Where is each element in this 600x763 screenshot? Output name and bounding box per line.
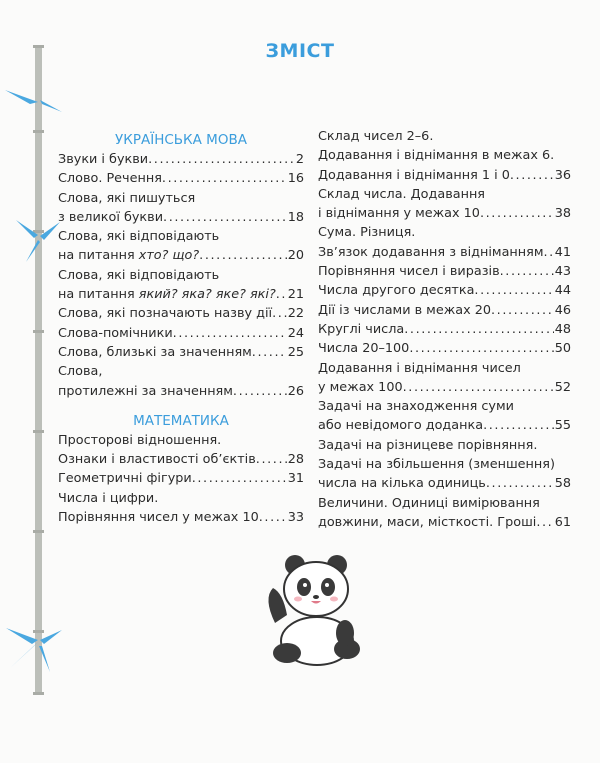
toc-entry[interactable]: [58, 324, 304, 343]
dot-leader: [510, 166, 554, 185]
toc-entry-line: Слова, які відповідають: [58, 267, 220, 283]
dot-leader: [544, 243, 554, 262]
toc-entry-line: Просторові відношення.: [58, 432, 222, 448]
toc-entry-title: [318, 378, 403, 397]
page-number: 26: [287, 383, 304, 399]
dot-leader: [409, 339, 553, 358]
page-number: 25: [287, 344, 304, 360]
page-number: 21: [287, 287, 304, 303]
bamboo-leaves-icon: [5, 90, 62, 672]
toc-entry-title: [318, 281, 474, 300]
page-number: 18: [287, 209, 304, 225]
toc-entry-title: [58, 450, 256, 469]
page-number: 36: [554, 167, 571, 183]
toc-entry-line: Додавання і віднімання в межах 6.: [318, 148, 555, 164]
toc-list-math-continued: [318, 127, 571, 532]
toc-entry[interactable]: [318, 494, 571, 533]
dot-leader: [259, 508, 287, 527]
dot-leader: [192, 469, 287, 488]
toc-entry-title: [318, 474, 486, 493]
toc-entry-title-line: [58, 304, 304, 323]
toc-entry-text: Слова, які позначають назву дії: [58, 306, 273, 322]
toc-entry-text: Круглі числа: [318, 321, 405, 337]
toc-entry-title-line: [58, 208, 304, 227]
toc-entry-text: Ознаки і властивості об’єктів: [58, 452, 256, 468]
toc-entry-line: Величини. Одиниці вимірювання: [318, 495, 540, 511]
dot-leader: [173, 324, 287, 343]
toc-entry-title: [58, 343, 252, 362]
page-number: 58: [554, 476, 571, 492]
toc-entry[interactable]: [58, 489, 304, 528]
toc-entry-text: Зв’язок додавання з відніманням: [318, 244, 544, 260]
toc-entry-title-line: [318, 243, 571, 262]
page-number: 20: [287, 248, 304, 264]
toc-entry-text: у межах 100: [318, 379, 403, 395]
dot-leader: [403, 378, 554, 397]
toc-entry-title-line: [318, 262, 571, 281]
toc-entry-text: або невідомого доданка: [318, 418, 484, 434]
dot-leader: [536, 513, 553, 532]
dot-leader: [276, 285, 287, 304]
toc-entry-title: [58, 150, 148, 169]
toc-entry-text: на питання: [58, 248, 139, 264]
page-number: 31: [287, 471, 304, 487]
toc-entry[interactable]: [318, 301, 571, 320]
toc-entry-title-line: [58, 508, 304, 527]
dot-leader: [474, 281, 553, 300]
toc-entry[interactable]: [318, 262, 571, 281]
dot-leader: [500, 262, 554, 281]
toc-entry-text: на питання: [58, 287, 139, 303]
toc-entry[interactable]: [58, 431, 304, 470]
page-number: 28: [287, 452, 304, 468]
toc-entry-text: числа на кілька одиниць: [318, 476, 486, 492]
toc-entry-title-line: [58, 382, 304, 401]
toc-column-right: [318, 127, 571, 532]
page-number: 2: [295, 152, 304, 167]
toc-entry-text: Дії із числами в межах 20: [318, 302, 492, 318]
toc-entry[interactable]: [318, 185, 571, 224]
toc-entry-italic-text: який? яка? яке? які?: [138, 287, 276, 303]
toc-entry[interactable]: [58, 189, 304, 228]
dot-leader: [162, 169, 287, 188]
toc-entry-title: [318, 320, 404, 339]
toc-entry-title-line: [58, 343, 304, 362]
toc-entry-title-line: [318, 474, 571, 493]
page-number: 44: [554, 283, 571, 299]
page-number: 41: [554, 244, 571, 260]
toc-entry[interactable]: [58, 169, 304, 188]
toc-entry-line: Слова,: [58, 364, 103, 380]
toc-entry[interactable]: [318, 397, 571, 436]
toc-entry-title-line: [58, 324, 304, 343]
page-number: 61: [554, 514, 571, 530]
page-number: 43: [554, 264, 571, 280]
dot-leader: [252, 343, 287, 362]
toc-list-math: [58, 431, 304, 527]
toc-entry-text: з великої букви: [58, 209, 164, 225]
toc-entry-line: Додавання і віднімання чисел: [318, 360, 521, 376]
dot-leader: [163, 208, 287, 227]
section-heading-ukrainian: УКРАЇНСЬКА МОВА: [115, 132, 247, 148]
toc-entry[interactable]: [58, 469, 304, 488]
toc-entry-title: [58, 285, 276, 304]
section-heading-math: МАТЕМАТИКА: [133, 412, 229, 429]
toc-entry-text: Слово. Речення: [58, 171, 162, 187]
toc-entry-line: Слова, які пишуться: [58, 190, 196, 206]
dot-leader: [480, 204, 554, 223]
toc-entry-text: Слова, близькі за значенням: [58, 344, 252, 360]
toc-entry-text: Слова-помічники: [58, 325, 173, 341]
toc-entry-line: Слова, які відповідають: [58, 229, 220, 245]
toc-entry[interactable]: [318, 320, 571, 339]
dot-leader: [199, 246, 287, 265]
toc-entry-text: Порівняння чисел у межах 10: [58, 510, 259, 526]
toc-entry-italic-text: хто? що?: [138, 248, 200, 264]
toc-entry[interactable]: [318, 339, 571, 358]
toc-entry-title-line: [58, 150, 304, 169]
toc-entry-title: [318, 301, 491, 320]
toc-entry[interactable]: [58, 266, 304, 305]
toc-entry-title-line: [318, 166, 571, 185]
dot-leader: [148, 150, 295, 169]
toc-entry-title: [58, 169, 162, 188]
toc-entry-title-line: [318, 378, 571, 397]
page-number: 16: [287, 171, 304, 187]
toc-entry-title-line: [318, 416, 571, 435]
toc-entry-text: Числа другого десятка: [318, 283, 475, 299]
toc-entry[interactable]: [58, 304, 304, 323]
toc-entry-title-line: [58, 450, 304, 469]
dot-leader: [233, 382, 287, 401]
toc-entry-line: Задачі на збільшення (зменшення): [318, 457, 555, 473]
toc-entry-title: [58, 324, 173, 343]
toc-entry-title-line: [318, 513, 571, 532]
page-number: 33: [287, 510, 304, 526]
toc-entry-title: [58, 508, 259, 527]
page-number: 55: [554, 418, 571, 434]
toc-entry-title: [318, 204, 480, 223]
toc-entry-title: [58, 246, 199, 265]
page-number: 24: [287, 325, 304, 341]
toc-entry-text: Числа 20–100: [318, 341, 410, 357]
page-title: ЗМІСТ: [265, 40, 335, 62]
toc-entry-title: [318, 166, 510, 185]
toc-entry-title: [58, 382, 233, 401]
toc-entry-title-line: [58, 285, 304, 304]
toc-entry[interactable]: [58, 227, 304, 266]
toc-entry-title-line: [318, 339, 571, 358]
toc-entry-text: довжини, маси, місткості. Гроші: [318, 514, 537, 530]
toc-entry-title-line: [318, 204, 571, 223]
toc-entry-title-line: [58, 469, 304, 488]
toc-entry-text: Додавання і віднімання 1 і 0: [318, 167, 510, 183]
toc-entry-line: Склад чисел 2–6.: [318, 129, 434, 144]
dot-leader: [483, 416, 554, 435]
toc-entry-text: Звуки і букви: [58, 152, 149, 167]
toc-entry-text: Порівняння чисел і виразів: [318, 264, 500, 280]
dot-leader: [404, 320, 553, 339]
toc-entry-text: і віднімання у межах 10: [318, 206, 480, 222]
toc-entry-line: Задачі на знаходження суми: [318, 399, 514, 415]
toc-entry-title: [318, 243, 544, 262]
page-number: 50: [554, 341, 571, 357]
dot-leader: [256, 450, 287, 469]
page-number: 46: [554, 302, 571, 318]
toc-entry-line: Склад числа. Додавання: [318, 186, 486, 202]
toc-entry-line: Сума. Різниця.: [318, 225, 416, 241]
toc-entry-line: Задачі на різницеве порівняння.: [318, 437, 538, 453]
toc-entry[interactable]: [58, 150, 304, 169]
toc-entry-title: [58, 469, 192, 488]
toc-column-left: [58, 130, 304, 527]
panda-illustration: [255, 553, 375, 668]
toc-entry-text: протилежні за значенням: [58, 383, 233, 399]
toc-entry-title-line: [318, 281, 571, 300]
page-number: 52: [554, 379, 571, 395]
toc-entry[interactable]: [318, 223, 571, 262]
toc-entry[interactable]: [318, 281, 571, 300]
toc-entry[interactable]: [318, 436, 571, 494]
toc-entry-title: [318, 416, 483, 435]
toc-entry[interactable]: [58, 362, 304, 401]
toc-entry-line: Числа і цифри.: [58, 490, 159, 506]
toc-entry-title: [318, 339, 409, 358]
dot-leader: [272, 304, 287, 323]
toc-list-ukrainian: [58, 150, 304, 401]
page-number: 22: [287, 306, 304, 322]
page-number: 38: [554, 206, 571, 222]
page-number: 48: [554, 321, 571, 337]
toc-entry-title: [58, 208, 163, 227]
toc-entry-title: [318, 262, 500, 281]
toc-entry-title-line: [318, 301, 571, 320]
toc-entry[interactable]: [58, 343, 304, 362]
toc-entry-title-line: [58, 169, 304, 188]
toc-entry[interactable]: [318, 359, 571, 398]
toc-entry-text: Геометричні фігури: [58, 471, 192, 487]
dot-leader: [486, 474, 554, 493]
toc-entry-title: [58, 304, 272, 323]
toc-entry-title-line: [318, 320, 571, 339]
dot-leader: [491, 301, 554, 320]
toc-entry-title-line: [58, 246, 304, 265]
toc-entry-title: [318, 513, 536, 532]
toc-entry[interactable]: [318, 127, 571, 185]
